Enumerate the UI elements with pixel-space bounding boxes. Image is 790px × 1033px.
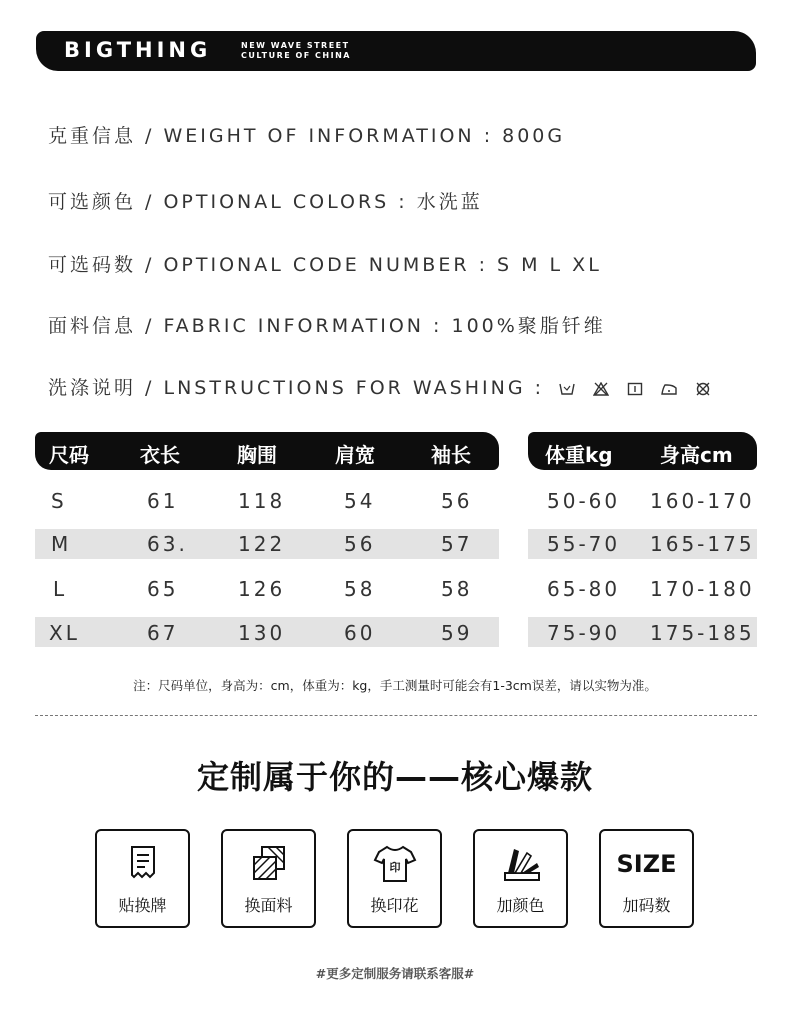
size-cell: XL xyxy=(49,621,80,645)
shoulder-cell: 60 xyxy=(344,621,376,645)
service-print xyxy=(347,829,442,928)
size-icon-text: SIZE xyxy=(616,850,677,878)
color-swatch-icon xyxy=(475,843,566,885)
sleeve-cell: 59 xyxy=(441,621,473,645)
service-label: 加码数 xyxy=(622,896,671,915)
shoulder-cell: 54 xyxy=(344,489,376,513)
info-washing: 洗涤说明 / LNSTRUCTIONS FOR WASHING : xyxy=(48,377,544,399)
brand-banner xyxy=(36,31,756,71)
weight-cell: 50-60 xyxy=(547,489,621,513)
header-size: 尺码 xyxy=(49,443,89,467)
size-cell: L xyxy=(53,577,68,601)
brand-name: BIGTHING xyxy=(64,38,212,62)
shoulder-cell: 56 xyxy=(344,532,376,556)
service-tag xyxy=(95,829,190,928)
length-cell: 67 xyxy=(147,621,179,645)
fit-table-header xyxy=(528,432,757,470)
chest-cell: 130 xyxy=(238,621,286,645)
weight-cell: 65-80 xyxy=(547,577,621,601)
height-cell: 165-175 xyxy=(650,532,755,556)
info-colors: 可选颜色 / OPTIONAL COLORS : 水洗蓝 xyxy=(48,191,483,213)
sleeve-cell: 56 xyxy=(441,489,473,513)
service-label: 加颜色 xyxy=(496,896,545,915)
weight-cell: 75-90 xyxy=(547,621,621,645)
info-washing-row xyxy=(48,373,720,400)
hand-wash-icon xyxy=(559,382,575,396)
info-sizes: 可选码数 / OPTIONAL CODE NUMBER : S M L XL xyxy=(48,254,602,276)
service-fabric xyxy=(221,829,316,928)
tag-icon xyxy=(97,843,188,885)
height-cell: 170-180 xyxy=(650,577,755,601)
tumble-dry-icon xyxy=(627,382,643,396)
shoulder-cell: 58 xyxy=(344,577,376,601)
measurement-note: 注：尺码单位，身高为：cm，体重为：kg，手工测量时可能会有1-3cm误差，请以实物为准。 xyxy=(133,678,657,693)
size-cell: S xyxy=(51,489,67,513)
info-fabric: 面料信息 / FABRIC INFORMATION : 100%聚脂钎维 xyxy=(48,315,606,337)
fabric-icon xyxy=(223,843,314,885)
header-chest: 胸围 xyxy=(237,443,277,467)
footer-note: #更多定制服务请联系客服# xyxy=(315,966,475,981)
brand-tagline xyxy=(241,41,351,61)
svg-text:印: 印 xyxy=(389,861,400,874)
header-height: 身高cm xyxy=(660,443,733,467)
chest-cell: 118 xyxy=(238,489,286,513)
size-cell: M xyxy=(51,532,72,556)
service-label: 贴换牌 xyxy=(118,896,167,915)
chest-cell: 122 xyxy=(238,532,286,556)
wash-icon-group xyxy=(559,378,720,400)
sleeve-cell: 58 xyxy=(441,577,473,601)
header-length: 衣长 xyxy=(140,443,180,467)
no-bleach-icon xyxy=(593,382,609,396)
tshirt-print-icon xyxy=(349,843,440,885)
info-weight: 克重信息 / WEIGHT OF INFORMATION : 800G xyxy=(48,125,566,147)
service-size xyxy=(599,829,694,928)
tagline-line-1: NEW WAVE STREET xyxy=(241,41,350,50)
header-sleeve: 袖长 xyxy=(431,443,471,467)
height-cell: 175-185 xyxy=(650,621,755,645)
weight-cell: 55-70 xyxy=(547,532,621,556)
iron-icon xyxy=(661,382,677,396)
chest-cell: 126 xyxy=(238,577,286,601)
header-shoulder: 肩宽 xyxy=(335,443,375,467)
tagline-line-2: CULTURE OF CHINA xyxy=(241,51,351,60)
length-cell: 63. xyxy=(147,532,188,556)
sleeve-cell: 57 xyxy=(441,532,473,556)
size-table-header xyxy=(35,432,499,470)
no-dry-clean-icon xyxy=(695,382,711,396)
height-cell: 160-170 xyxy=(650,489,755,513)
length-cell: 65 xyxy=(147,577,179,601)
size-icon xyxy=(601,843,692,885)
dashed-divider xyxy=(35,715,757,716)
header-weight: 体重kg xyxy=(545,443,613,467)
service-label: 换面料 xyxy=(244,896,293,915)
service-label: 换印花 xyxy=(370,896,419,915)
length-cell: 61 xyxy=(147,489,179,513)
service-color xyxy=(473,829,568,928)
slogan-title: 定制属于你的——核心爆款 xyxy=(196,758,593,796)
